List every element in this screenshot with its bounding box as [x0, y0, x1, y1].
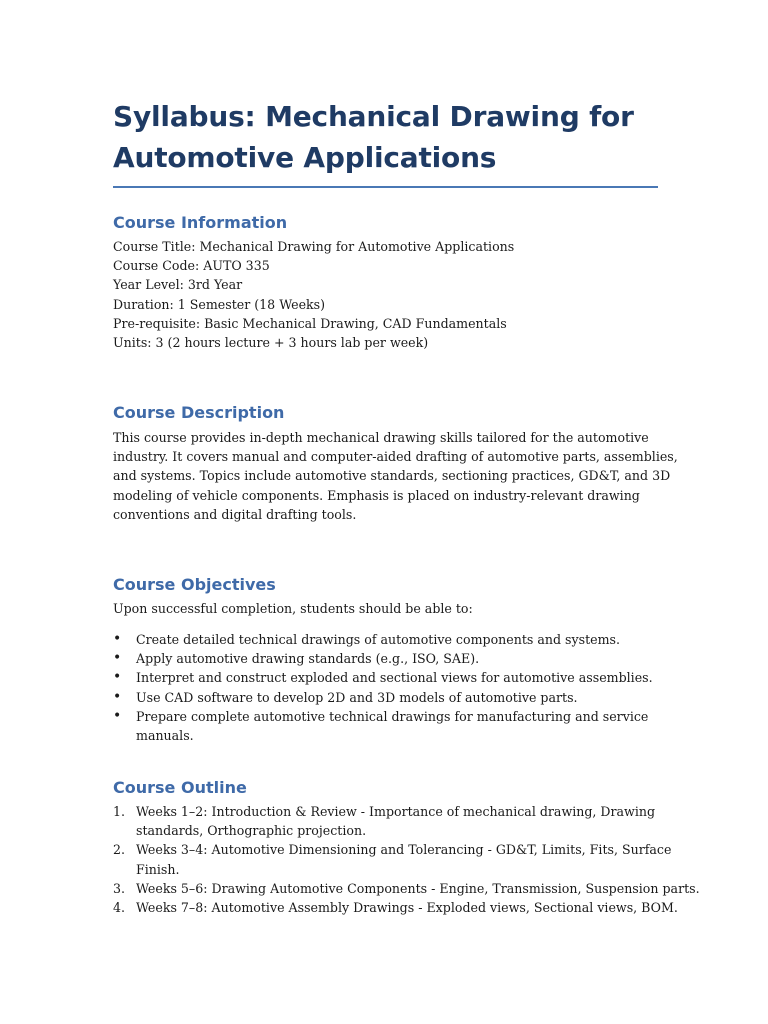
objective-text: Interpret and construct exploded and sectional views for automotive assemblies. [136, 670, 653, 686]
objectives-intro-text: Upon successful completion, students should be able to: [113, 601, 473, 616]
list-item [113, 649, 658, 668]
list-number: 2. [113, 842, 126, 858]
course-information-heading: Course Information [113, 213, 288, 232]
list-number: 3. [113, 880, 126, 896]
course-objectives-intro [113, 599, 658, 618]
list-number: 1. [113, 804, 126, 819]
outline-text: Weeks 7–8: Automotive Assembly Drawings - Exploded views, Sectional views, BOM. [136, 900, 678, 916]
description-line: modeling of vehicle components. Emphasis is placed on industry-relevant drawing [113, 487, 640, 503]
outline-text: standards, Orthographic projection. [136, 823, 367, 839]
course-objectives-heading: Course Objectives [113, 575, 276, 594]
outline-text: Finish. [136, 861, 180, 877]
list-item [113, 668, 658, 687]
course-description-heading: Course Description [113, 403, 285, 422]
title-line-2: Automotive Applications [113, 141, 497, 174]
objective-text: manuals. [136, 728, 194, 744]
document-page [113, 96, 700, 916]
course-info-line: Duration: 1 Semester (18 Weeks) [113, 296, 326, 312]
course-outline-heading: Course Outline [113, 778, 247, 797]
bullet-icon: • [113, 688, 122, 705]
course-info-line: Year Level: 3rd Year [113, 277, 243, 293]
title-line-1: Syllabus: Mechanical Drawing for [113, 100, 634, 133]
list-item [113, 898, 678, 917]
description-line: conventions and digital drafting tools. [113, 506, 357, 522]
list-item [113, 879, 700, 898]
bullet-icon: • [113, 631, 122, 647]
objectives-list [113, 630, 658, 745]
bullet-icon: • [113, 650, 122, 667]
description-line: and systems. Topics include automotive standards, sectioning practices, GD&T, and 3D [113, 468, 671, 484]
description-line: This course provides in-depth mechanical drawing skills tailored for the automotive [113, 430, 649, 445]
course-outline-section [113, 802, 700, 917]
course-info-line: Course Code: AUTO 335 [113, 258, 270, 274]
list-item [113, 840, 672, 878]
outline-text: Weeks 5–6: Drawing Automotive Components - Engine, Transmission, Suspension parts. [136, 880, 700, 896]
page-title [113, 96, 658, 188]
course-information-section [113, 237, 658, 352]
list-item [113, 802, 658, 840]
objective-text: Create detailed technical drawings of automotive components and systems. [136, 632, 620, 647]
bullet-icon: • [113, 707, 122, 724]
course-info-line: Units: 3 (2 hours lecture + 3 hours lab per week) [113, 335, 429, 351]
outline-text: Weeks 3–4: Automotive Dimensioning and Tolerancing - GD&T, Limits, Fits, Surface [136, 842, 672, 858]
list-item [113, 630, 658, 649]
description-line: industry. It covers manual and computer-aided drafting of automotive parts, assemblies, [113, 449, 678, 465]
outline-text: Weeks 1–2: Introduction & Review - Importance of mechanical drawing, Drawing [136, 804, 656, 819]
objective-text: Prepare complete automotive technical drawings for manufacturing and service [136, 708, 649, 724]
list-item [113, 688, 658, 707]
course-description-section [113, 428, 678, 524]
objective-text: Apply automotive drawing standards (e.g., ISO, SAE). [136, 651, 480, 667]
list-number: 4. [113, 900, 126, 916]
course-objectives-section [113, 630, 658, 745]
list-item [113, 707, 658, 745]
outline-list [113, 802, 700, 917]
bullet-icon: • [113, 669, 122, 686]
course-info-line: Pre-requisite: Basic Mechanical Drawing, CAD Fundamentals [113, 315, 507, 331]
objective-text: Use CAD software to develop 2D and 3D models of automotive parts. [136, 689, 578, 705]
course-info-line: Course Title: Mechanical Drawing for Automotive Applications [113, 239, 515, 254]
